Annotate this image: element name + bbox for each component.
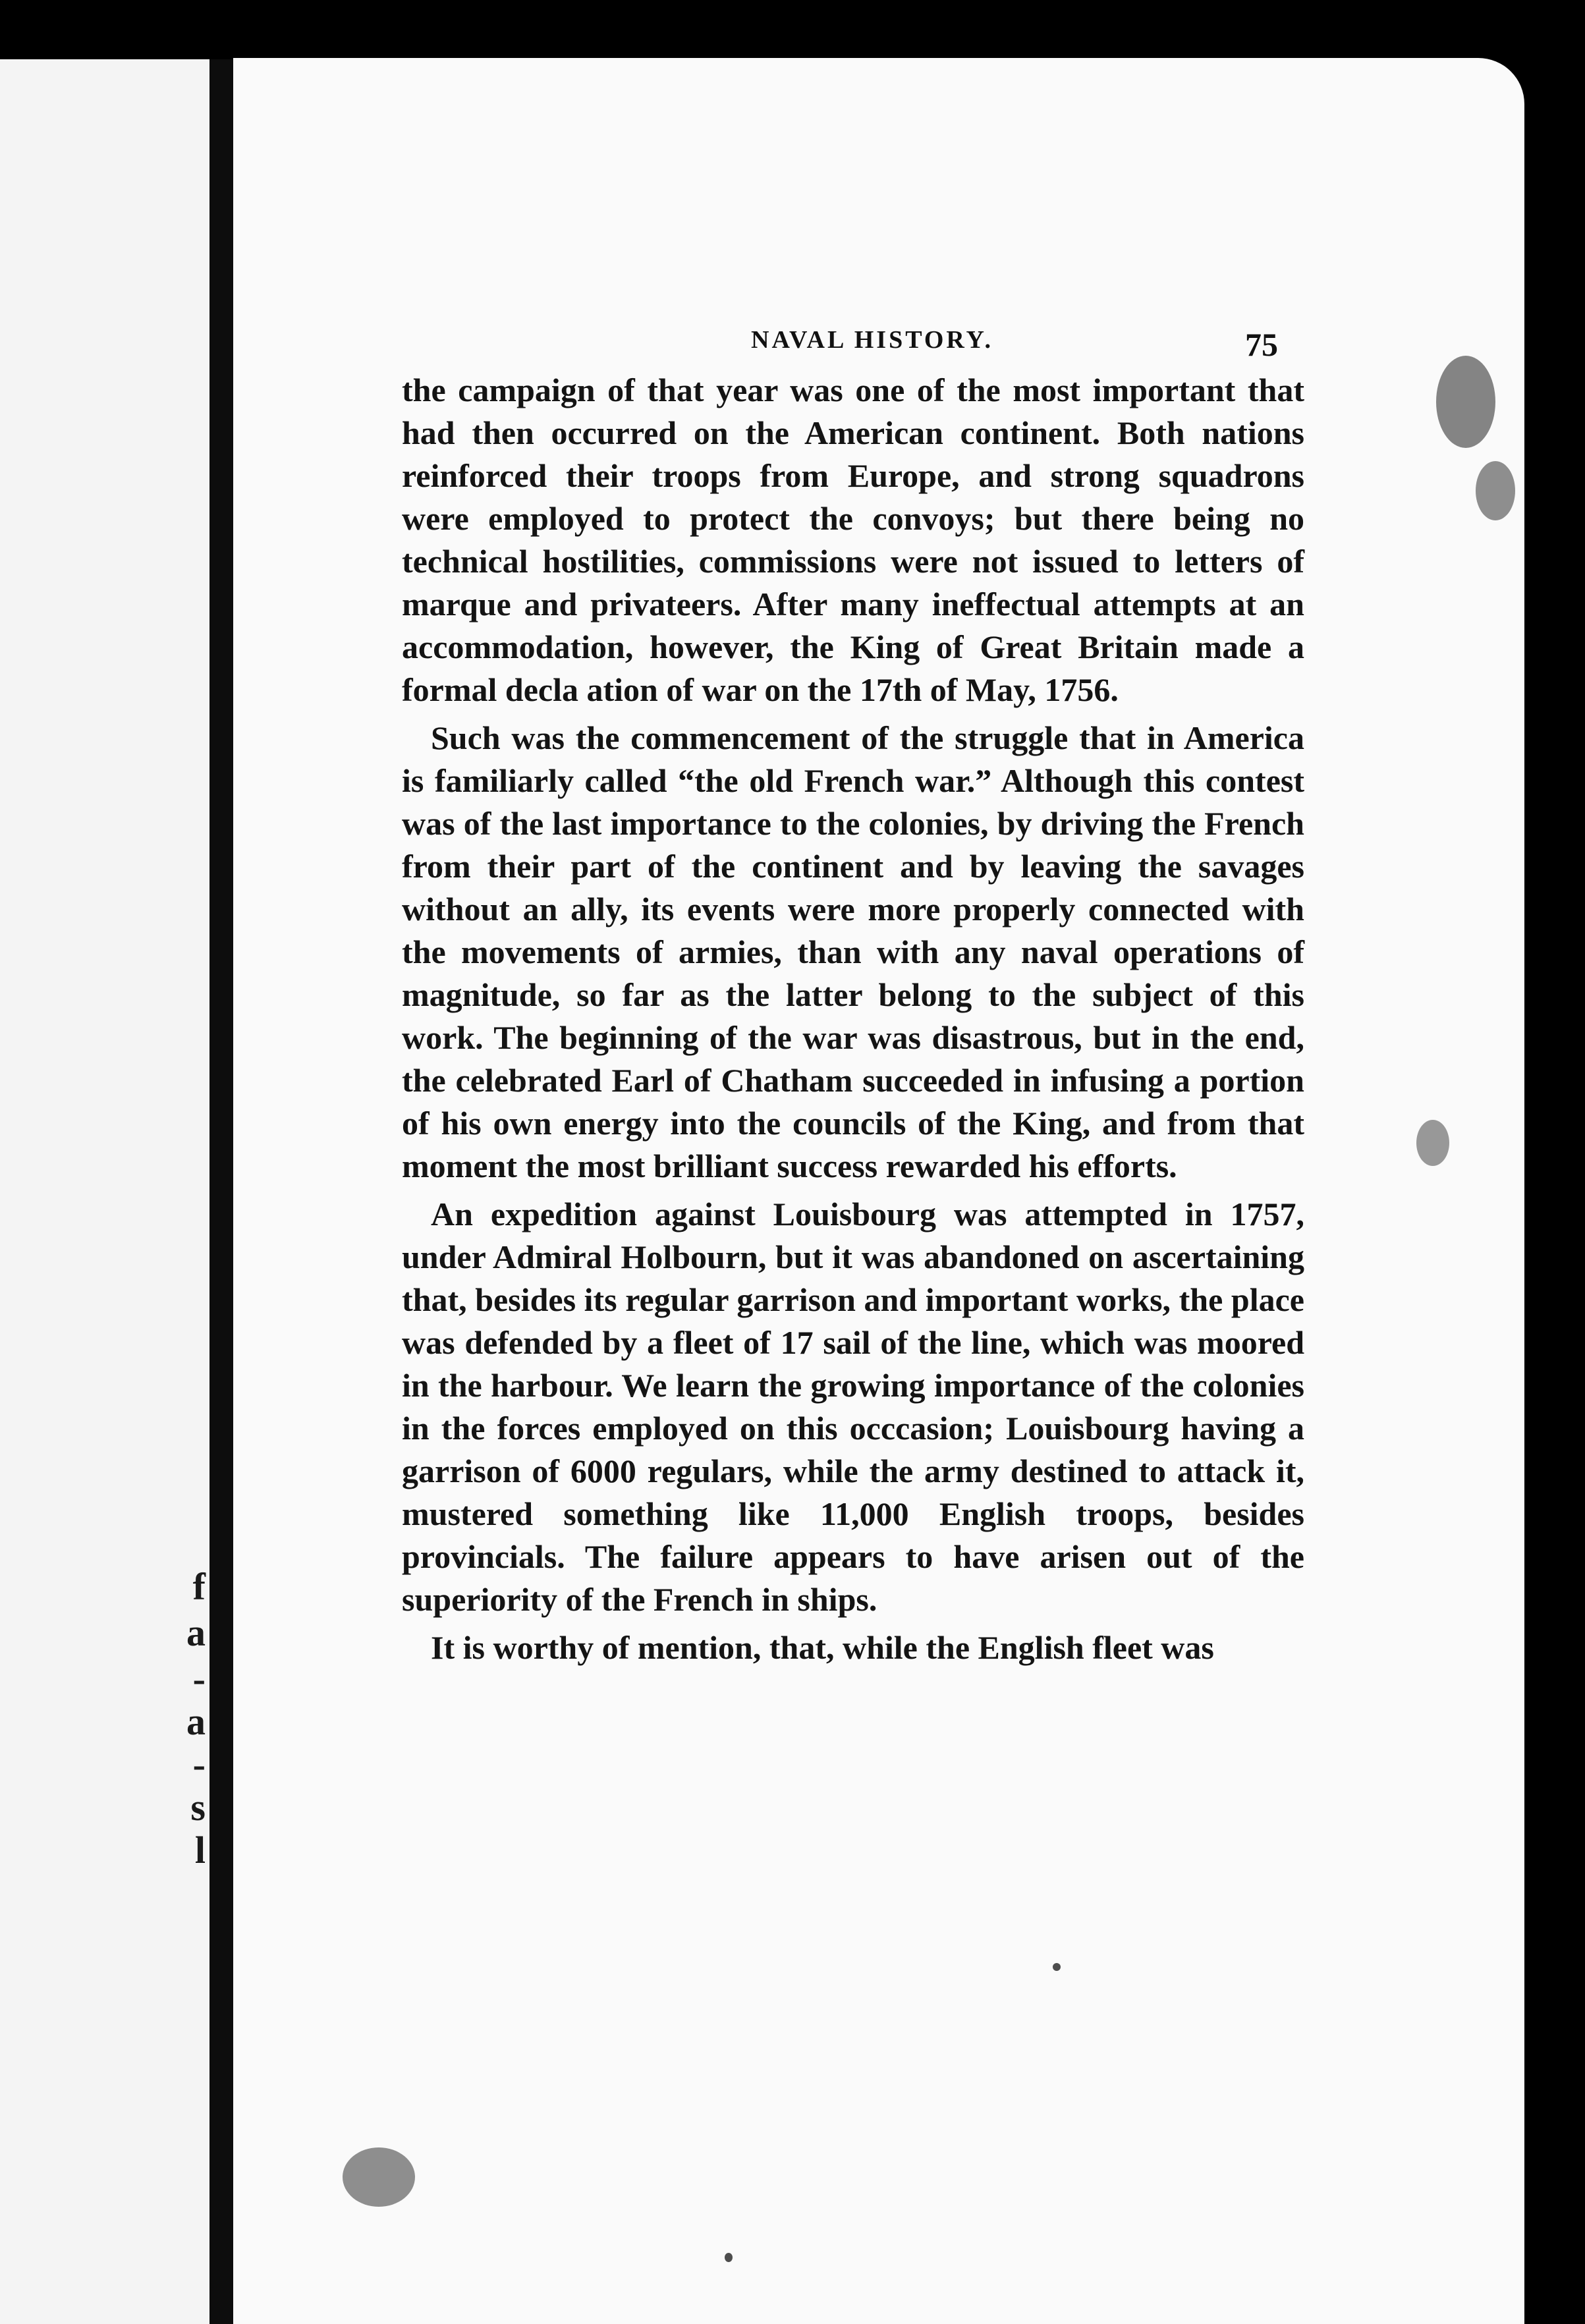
ink-blot — [343, 2147, 415, 2207]
paragraph: An expedition against Louisbourg was attempted in 1757, under Admiral Holbourn, but it was abandoned on ascertaining that, besides its regular garrison and important works, the place was defended by a fleet of 17 sail of the line, which was moored in the harbour. We learn the growing importance of the colonies in the forces employed on this occcasion; Louisbourg having a garrison of 6000 regulars, while the army destined to attack it, mustered something like 11,000 English troops, besides provincials. The failure appears to have arisen out of the superiority of the French in ships. — [402, 1196, 1304, 1618]
ink-blot — [1476, 461, 1515, 520]
page-edge-shadow — [1524, 99, 1585, 2324]
ink-speck — [725, 2253, 733, 2262]
body-text — [402, 369, 1304, 1674]
book-gutter — [209, 59, 233, 2324]
running-title: NAVAL HISTORY. — [751, 326, 993, 354]
left-page-fragment-char: s — [190, 1786, 206, 1829]
previous-page-edge — [0, 59, 209, 2324]
paragraph: the campaign of that year was one of the most important that had then occurred on the American continent. Both nations reinforced their troops from Europe, and strong squadrons were employed to protect the convoys; but there being no technical hostilities, commissions were not issued to letters of marque and privateers. After many ineffectual attempts at an accommodation, however, the King of Great Britain made a formal decla ation of war on the 17th of May, 1756. — [402, 372, 1304, 708]
left-page-fragment-char: a — [186, 1700, 206, 1743]
ink-blot — [1416, 1120, 1449, 1166]
left-page-fragment-char: f — [192, 1565, 206, 1608]
left-page-fragment-char: l — [194, 1829, 206, 1871]
ink-blot — [1436, 356, 1495, 448]
page-number: 75 — [1245, 326, 1278, 363]
left-page-fragment-char: - — [192, 1743, 206, 1786]
left-page-fragment-char: a — [186, 1611, 206, 1654]
ink-speck — [1053, 1963, 1061, 1971]
paragraph: It is worthy of mention, that, while the English fleet was — [431, 1629, 1214, 1666]
left-page-fragment-char: - — [192, 1657, 206, 1700]
paragraph: Such was the commencement of the struggle that in America is familiarly called “the old French war.” Although this contest was of the last importance to the colonies, by driving the French from their part of the continent and by leaving the savages without an ally, its events were more properly connected with the movements of armies, than with any naval operations of magnitude, so far as the latter belong to the subject of this work. The beginning of the war was disastrous, but in the end, the celebrated Earl of Chatham succeeded in infusing a portion of his own energy into the councils of the King, and from that moment the most brilliant success rewarded his efforts. — [402, 719, 1304, 1184]
